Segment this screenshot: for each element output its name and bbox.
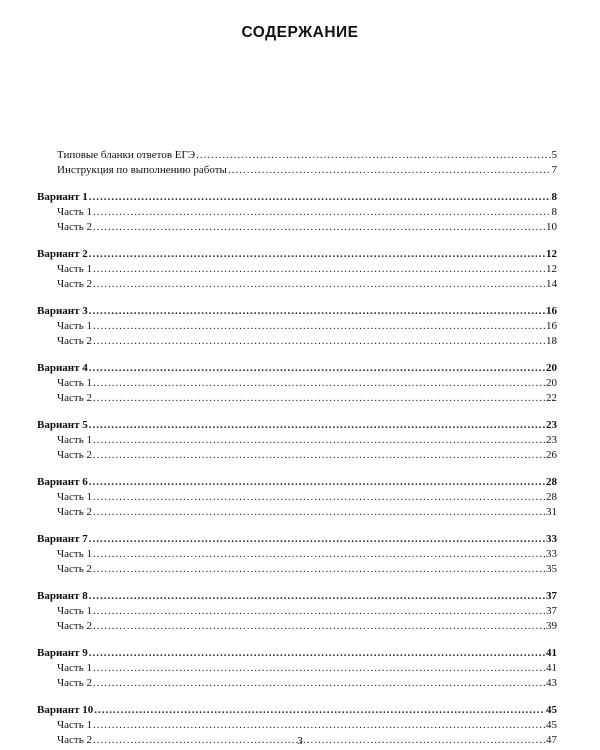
toc-entry-page: 26 — [546, 449, 557, 461]
toc-entry-page: 31 — [546, 506, 557, 518]
toc-entry-label: Часть 1 — [57, 263, 92, 275]
dot-leader — [93, 433, 545, 448]
toc-part-entry[interactable] — [0, 262, 600, 277]
dot-leader — [89, 190, 551, 205]
dot-leader — [93, 319, 545, 334]
toc-entry-page: 12 — [546, 263, 557, 275]
toc-part-entry[interactable] — [0, 661, 600, 676]
toc-part-entry[interactable] — [0, 604, 600, 619]
dot-leader — [89, 361, 545, 376]
toc-entry-label: Часть 2 — [57, 563, 92, 575]
toc-variant-heading[interactable] — [0, 304, 600, 319]
toc-part-entry[interactable] — [0, 391, 600, 406]
toc-part-entry[interactable] — [0, 619, 600, 634]
toc-entry-page: 16 — [546, 320, 557, 332]
dot-leader — [93, 205, 551, 220]
toc-entry-label: Часть 2 — [57, 221, 92, 233]
toc-variant-heading[interactable] — [0, 646, 600, 661]
toc-entry-page: 5 — [551, 149, 557, 161]
page-number: 3 — [297, 735, 303, 747]
dot-leader — [93, 277, 545, 292]
toc-part-entry[interactable] — [0, 205, 600, 220]
table-of-contents — [0, 148, 600, 748]
toc-entry-page: 45 — [546, 719, 557, 731]
dot-leader — [93, 547, 545, 562]
toc-entry-page: 35 — [546, 563, 557, 575]
dot-leader — [89, 418, 545, 433]
toc-entry-label: Инструкция по выполнению работы — [57, 164, 227, 176]
toc-part-entry[interactable] — [0, 433, 600, 448]
toc-entry[interactable] — [0, 163, 600, 178]
toc-entry-label: Часть 1 — [57, 719, 92, 731]
dot-leader — [93, 376, 545, 391]
toc-variant-heading[interactable] — [0, 589, 600, 604]
toc-entry-page: 41 — [546, 647, 557, 659]
dot-leader — [89, 646, 545, 661]
toc-variant-heading[interactable] — [0, 475, 600, 490]
toc-entry-label: Часть 1 — [57, 377, 92, 389]
dot-leader — [93, 490, 545, 505]
toc-part-entry[interactable] — [0, 505, 600, 520]
page-title: СОДЕРЖАНИЕ — [241, 24, 359, 41]
dot-leader — [93, 676, 545, 691]
toc-entry-label: Часть 2 — [57, 620, 92, 632]
dot-leader — [93, 661, 545, 676]
toc-part-entry[interactable] — [0, 562, 600, 577]
toc-entry-label: Вариант 3 — [37, 305, 88, 317]
dot-leader — [93, 220, 545, 235]
toc-entry-page: 14 — [546, 278, 557, 290]
toc-entry-label: Часть 1 — [57, 662, 92, 674]
dot-leader — [93, 718, 545, 733]
dot-leader — [228, 163, 551, 178]
toc-entry-page: 45 — [546, 704, 557, 716]
toc-entry-label: Часть 1 — [57, 605, 92, 617]
dot-leader — [93, 604, 545, 619]
toc-entry-page: 23 — [546, 419, 557, 431]
dot-leader — [93, 334, 545, 349]
toc-part-entry[interactable] — [0, 220, 600, 235]
toc-entry-page: 8 — [551, 206, 557, 218]
toc-variant-heading[interactable] — [0, 703, 600, 718]
variant-list — [0, 190, 600, 748]
dot-leader — [93, 262, 545, 277]
toc-entry-page: 33 — [546, 548, 557, 560]
toc-entry-label: Часть 2 — [57, 392, 92, 404]
dot-leader — [93, 448, 545, 463]
toc-entry-page: 18 — [546, 335, 557, 347]
toc-entry-label: Часть 1 — [57, 206, 92, 218]
toc-entry-label: Вариант 6 — [37, 476, 88, 488]
toc-entry-label: Часть 1 — [57, 320, 92, 332]
dot-leader — [93, 391, 545, 406]
toc-entry-page: 7 — [551, 164, 557, 176]
toc-entry-label: Часть 1 — [57, 434, 92, 446]
toc-entry-label: Вариант 5 — [37, 419, 88, 431]
toc-entry-page: 33 — [546, 533, 557, 545]
toc-entry-page: 37 — [546, 605, 557, 617]
toc-entry-page: 28 — [546, 491, 557, 503]
dot-leader — [93, 505, 545, 520]
dot-leader — [89, 589, 545, 604]
toc-entry-label: Вариант 10 — [37, 704, 94, 716]
dot-leader — [89, 304, 545, 319]
toc-entry-page: 16 — [546, 305, 557, 317]
toc-entry-label: Часть 2 — [57, 335, 92, 347]
toc-entry-page: 20 — [546, 377, 557, 389]
dot-leader — [89, 475, 545, 490]
dot-leader — [89, 532, 545, 547]
dot-leader — [196, 148, 550, 163]
toc-entry-page: 10 — [546, 221, 557, 233]
toc-entry-page: 23 — [546, 434, 557, 446]
toc-part-entry[interactable] — [0, 334, 600, 349]
toc-entry-page: 37 — [546, 590, 557, 602]
toc-entry-page: 20 — [546, 362, 557, 374]
toc-part-entry[interactable] — [0, 319, 600, 334]
toc-entry-label: Вариант 8 — [37, 590, 88, 602]
toc-entry-label: Вариант 1 — [37, 191, 88, 203]
toc-entry-page: 12 — [546, 248, 557, 260]
toc-entry-page: 39 — [546, 620, 557, 632]
dot-leader — [94, 703, 545, 718]
toc-entry-label: Типовые бланки ответов ЕГЭ — [57, 149, 196, 161]
toc-variant-heading[interactable] — [0, 190, 600, 205]
toc-part-entry[interactable] — [0, 277, 600, 292]
toc-variant-heading[interactable] — [0, 532, 600, 547]
toc-entry-label: Часть 2 — [57, 506, 92, 518]
dot-leader — [93, 562, 545, 577]
toc-part-entry[interactable] — [0, 547, 600, 562]
toc-entry-label: Часть 1 — [57, 491, 92, 503]
toc-entry[interactable] — [0, 148, 600, 163]
toc-variant-heading[interactable] — [0, 247, 600, 262]
toc-entry-label: Вариант 2 — [37, 248, 88, 260]
toc-entry-page: 22 — [546, 392, 557, 404]
toc-part-entry[interactable] — [0, 376, 600, 391]
toc-entry-label: Часть 2 — [57, 734, 92, 746]
dot-leader — [93, 619, 545, 634]
toc-entry-label: Вариант 9 — [37, 647, 88, 659]
toc-entry-label: Вариант 7 — [37, 533, 88, 545]
toc-entry-label: Часть 1 — [57, 548, 92, 560]
toc-part-entry[interactable] — [0, 676, 600, 691]
toc-part-entry[interactable] — [0, 448, 600, 463]
toc-entry-page: 41 — [546, 662, 557, 674]
toc-entry-page: 28 — [546, 476, 557, 488]
toc-entry-page: 8 — [551, 191, 557, 203]
toc-variant-heading[interactable] — [0, 418, 600, 433]
toc-entry-label: Вариант 4 — [37, 362, 88, 374]
toc-part-entry[interactable] — [0, 490, 600, 505]
dot-leader — [89, 247, 545, 262]
toc-entry-page: 47 — [546, 734, 557, 746]
toc-entry-label: Часть 2 — [57, 449, 92, 461]
toc-part-entry[interactable] — [0, 718, 600, 733]
toc-entry-label: Часть 2 — [57, 677, 92, 689]
toc-entry-label: Часть 2 — [57, 278, 92, 290]
toc-variant-heading[interactable] — [0, 361, 600, 376]
toc-entry-page: 43 — [546, 677, 557, 689]
